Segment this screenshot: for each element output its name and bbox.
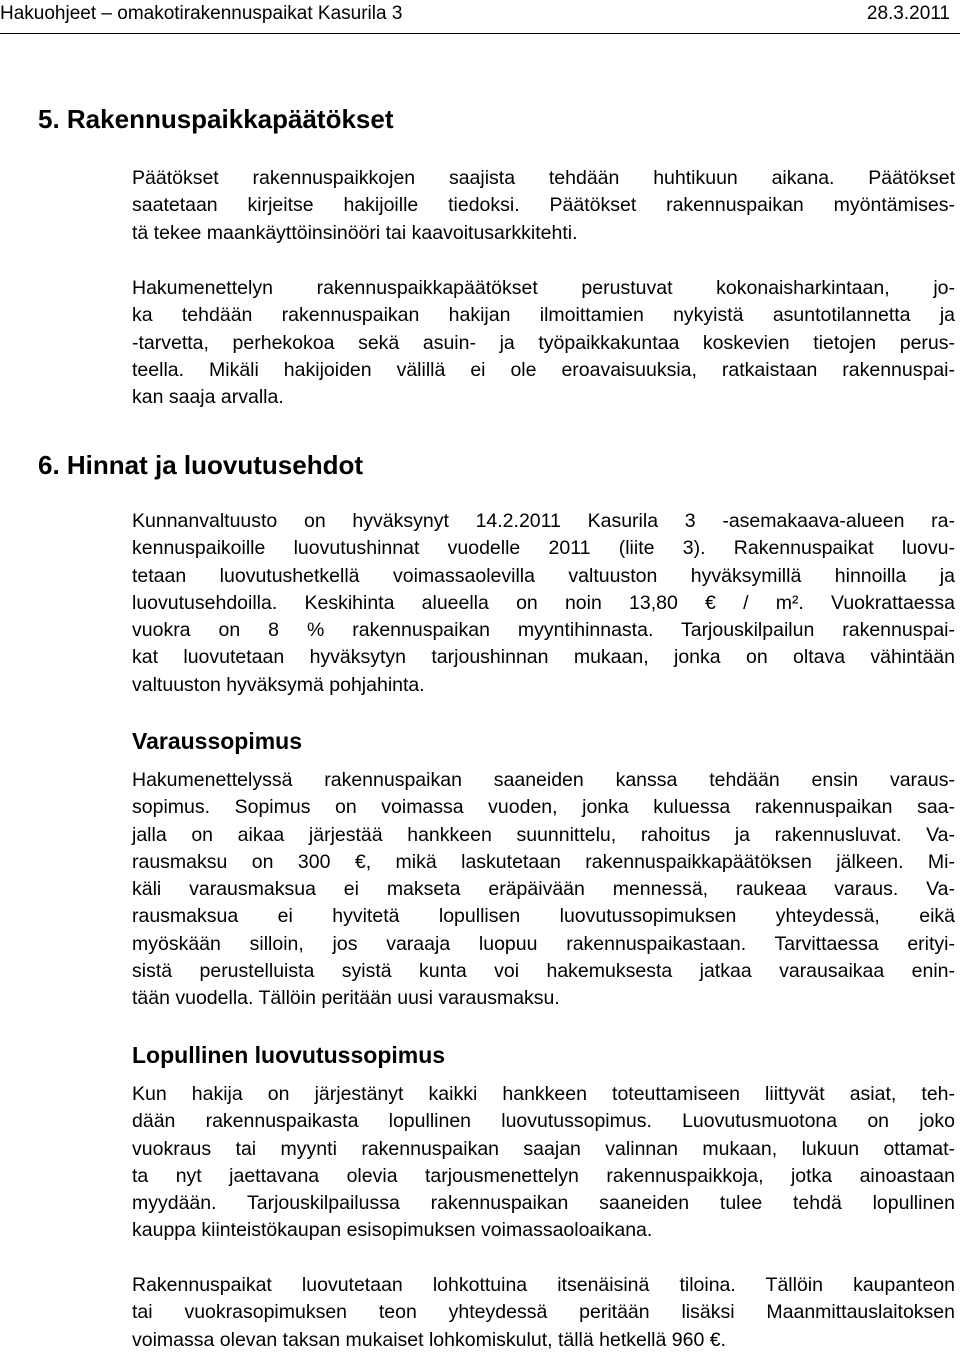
document-title: Hakuohjeet – omakotirakennuspaikat Kasurila 3	[0, 3, 403, 24]
text-line: kan saaja arvalla.	[132, 386, 284, 409]
text-line: sistä perustelluista syistä kunta voi hakemuksesta jatkaa varausaikaa enin-	[132, 960, 955, 983]
text-line: saatetaan kirjeitse hakijoille tiedoksi. Päätökset rakennuspaikan myöntämises-	[132, 194, 955, 217]
text-line: valtuuston hyväksymä pohjahinta.	[132, 673, 425, 696]
text-line: Päätökset rakennuspaikkojen saajista tehdään huhtikuun aikana. Päätökset	[132, 167, 955, 189]
text-line: käli varausmaksua ei makseta eräpäivään mennessä, raukeaa varaus. Va-	[132, 878, 955, 901]
header-divider	[0, 33, 960, 34]
lopullinen-paragraph-1	[132, 1081, 955, 1245]
text-line: kat luovutetaan hyväksytyn tarjoushinnan mukaan, jonka on oltava vähintään	[132, 646, 955, 669]
text-line: Kunnanvaltuusto on hyväksynyt 14.2.2011 Kasurila 3 -asemakaava-alueen ra-	[132, 510, 955, 532]
text-line: tetaan luovutushetkellä voimassaolevilla valtuuston hyväksymillä hinnoilla ja	[132, 564, 955, 587]
section-5-paragraph-2	[132, 275, 955, 411]
text-line: vuokraus tai myynti rakennuspaikan saajan valinnan mukaan, lukuun ottamat-	[132, 1137, 955, 1160]
text-line: rausmaksu on 300 €, mikä laskutetaan rakennuspaikkapäätöksen jälkeen. Mi-	[132, 850, 955, 873]
text-line: Hakumenettelyssä rakennuspaikan saaneiden kanssa tehdään ensin varaus-	[132, 769, 955, 791]
text-line: tään vuodella. Tällöin peritään uusi varausmaksu.	[132, 987, 560, 1010]
text-line: vuokra on 8 % rakennuspaikan myyntihinnasta. Tarjouskilpailun rakennuspai-	[132, 619, 955, 642]
varaussopimus-paragraph	[132, 767, 955, 1013]
text-line: Rakennuspaikat luovutetaan lohkottuina itsenäisinä tiloina. Tällöin kaupanteon	[132, 1274, 955, 1296]
text-line: Kun hakija on järjestänyt kaikki hankkeen toteuttamiseen liittyvät asiat, teh-	[132, 1083, 955, 1105]
lopullinen-paragraph-2	[132, 1272, 955, 1354]
text-line: teella. Mikäli hakijoiden välillä ei ole eroavaisuuksia, ratkaistaan rakennuspai-	[132, 358, 955, 381]
text-line: voimassa olevan taksan mukaiset lohkomiskulut, tällä hetkellä 960 €.	[132, 1328, 726, 1351]
section-5-heading: 5. Rakennuspaikkapäätökset	[38, 104, 394, 134]
section-6-heading: 6. Hinnat ja luovutusehdot	[38, 450, 364, 480]
page-header	[0, 2, 960, 30]
text-line: ka tehdään rakennuspaikan hakijan ilmoittamien nykyistä asuntotilannetta ja	[132, 304, 955, 327]
lopullinen-heading: Lopullinen luovutussopimus	[132, 1042, 446, 1068]
text-line: sopimus. Sopimus on voimassa vuoden, jonka kuluessa rakennuspaikan saa-	[132, 796, 955, 819]
text-line: rausmaksua ei hyvitetä lopullisen luovutussopimuksen yhteydessä, eikä	[132, 905, 955, 928]
text-line: kennuspaikoille luovutushinnat vuodelle 2011 (liite 3). Rakennuspaikat luovu-	[132, 537, 955, 560]
text-line: kauppa kiinteistökaupan esisopimuksen voimassaoloaikana.	[132, 1219, 653, 1242]
text-line: dään rakennuspaikasta lopullinen luovutussopimus. Luovutusmuotona on joko	[132, 1110, 955, 1133]
varaussopimus-heading: Varaussopimus	[132, 728, 303, 754]
text-line: myydään. Tarjouskilpailussa rakennuspaikan saaneiden tulee tehdä lopullinen	[132, 1192, 955, 1215]
text-line: tai vuokrasopimuksen teon yhteydessä peritään lisäksi Maanmittauslaitoksen	[132, 1301, 955, 1324]
text-line: jalla on aikaa järjestää hankkeen suunnittelu, rahoitus ja rakennusluvat. Va-	[132, 823, 955, 846]
text-line: tä tekee maankäyttöinsinööri tai kaavoitusarkkitehti.	[132, 221, 578, 244]
text-line: Hakumenettelyn rakennuspaikkapäätökset perustuvat kokonaisharkintaan, jo-	[132, 277, 955, 299]
text-line: myöskään silloin, jos varaaja luopuu rakennuspaikastaan. Tarvittaessa erityi-	[132, 932, 955, 955]
text-line: -tarvetta, perhekokoa sekä asuin- ja työpaikkakuntaa koskevien tietojen perus-	[132, 331, 955, 354]
section-5-paragraph-1	[132, 165, 955, 247]
document-date: 28.3.2011	[866, 3, 950, 24]
section-6-paragraph-1	[132, 508, 955, 699]
text-line: ta nyt jaettavana olevia tarjousmenettelyn rakennuspaikkoja, jotka ainoastaan	[132, 1164, 955, 1187]
text-line: luovutusehdoilla. Keskihinta alueella on noin 13,80 € / m². Vuokrattaessa	[132, 591, 955, 614]
